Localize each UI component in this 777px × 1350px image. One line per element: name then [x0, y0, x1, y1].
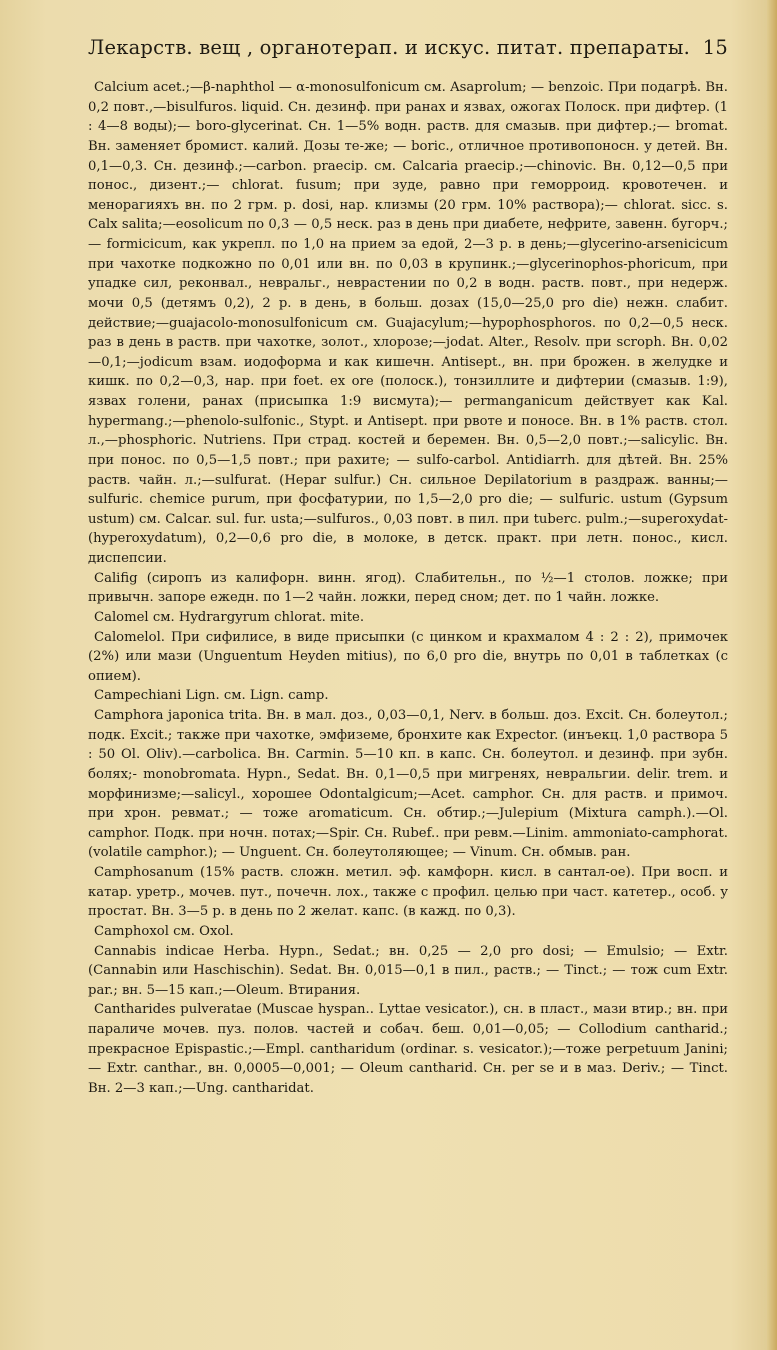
entry-calomelol: Calomelol. При сифилисе, в виде присыпки (с цинком и крахмалом 4 : 2 : 2), примочек (2%) или мази (Unguentum Heyden mitius), по 6,0 pro die, внутрь по 0,01 в таблетках (с опием). [88, 629, 728, 684]
entry-calcium: Calcium acet.;—β-naphthol — α-monosulfonicum см. Asaprolum; — benzoic. При подагрѣ. Вн. 0,2 повт.,—bisulfuros. liquid. Сн. дезинф. при ранах и язвах, ожогах Полоск. при дифтер. (1 : 4—8 воды);— boro-glycerinat. Сн. 1—5% водн. раств. для смазыв. при дифтер.;— bromat. Вн. заменяет бромист. калий. Дозы те-же; — boric., отличное противопоносн. у детей. Вн. 0,1—0,3. Сн. дезинф.;—carbon. praecip. см. Calcaria praecip.;—chinovic. Вн. 0,12—0,5 при понос., дизент.;— chlorat. fusum; при зуде, равно при геморроид. кровотечен. и менорагияхъ вн. по 2 грм. р. dosi, нар. клизмы (20 грм. 10% раствора);— chlorat. sicc. s. Calx salita;—eosolicum по 0,3 — 0,5 неск. раз в день при диабете, нефрите, завенн. бугорч.;— formicicum, как укрепл. по 1,0 на прием за едой, 2—3 р. в день;—glycerino-arsenicicum при чахотке подкожно по 0,01 или вн. по 0,03 в крупинк.;—glycerinophos-phoricum, при упадке сил, реконвал., невральг., неврастении по 0,2 в водн. раств. повт., при недерж. мочи 0,5 (детямъ 0,2), 2 р. в день, в больш. дозах (15,0—25,0 pro die) нежн. слабит. действие;—guajacolo-monosulfonicum см. Guajacylum;—hypophosphoros. по 0,2—0,5 неск. раз в день в раств. при чахотке, золот., хлорозе;—jodat. Alter., Resolv. при scroph. Вн. 0,02—0,1;—jodicum взам. иодоформа и как кишечн. Antisept., вн. при брожен. в желудке и кишк. по 0,2—0,3, нар. при foet. ex ore (полоск.), тонзиллите и дифтерии (смазыв. 1:9), язвах голени, ранах (присыпка 1:9 висмута);— permanganicum действует как Kal. hypermang.;—phenolo-sulfonic., Stypt. и Antisept. при рвоте и поносе. Вн. в 1% раств. стол. л.,—phosphoric. Nutriens. При страд. костей и беремен. Вн. 0,5—2,0 повт.;—salicylic. Вн. при понос. по 0,5—1,5 повт.; при рахите; — sulfo-carbol. Antidiarrh. для дѣтей. Вн. 25% раств. чайн. л.;—sulfurat. (Hepar sulfur.) Сн. сильное Depilatorium в раздраж. ванны;—sulfuric. chemice purum, при фосфатурии, по 1,5—2,0 pro die; — sulfuric. ustum (Gypsum ustum) см. Calcar. sul. fur. usta;—sulfuros., 0,03 повт. в пил. при tuberc. pulm.;—superoxydat-(hyperoxydatum), 0,2—0,6 pro die, в молоке, в детск. практ. при летн. понос., кисл. диспепсии. [88, 80, 728, 566]
page-edge [767, 0, 777, 1350]
page-number: 15 [702, 36, 728, 59]
entry-camphora: Camphora japonica trita. Вн. в мал. доз., 0,03—0,1, Nerv. в больш. доз. Excit. Сн. болеутол.; подк. Excit.; также при чахотке, эмфиземе, бронхите как Expector. (инъекц. 1,0 раствора 5 : 50 Ol. Oliv).—carbolica. Вн. Carmin. 5—10 кп. в капс. Сн. болеутол. и дезинф. при зубн. болях;- monobromata. Hypn., Sedat. Вн. 0,1—0,5 при мигренях, невральгии. delir. trem. и морфинизме;—salicyl., хорошее Odontalgicum;—Acet. camphor. Сн. для раств. и примоч. при хрон. ревмат.; — тоже aromaticum. Сн. обтир.;—Julepium (Mixtura camph.).—Ol. camphor. Подк. при ночн. потах;—Spir. Сн. Rubef.. при ревм.—Linim. ammoniato-camphorat. (volatile camphor.); — Unguent. Сн. болеутоляющее; — Vinum. Сн. обмыв. ран. [88, 708, 728, 861]
entry-cantharides: Cantharides pulveratae (Muscae hyspan.. Lyttae vesicator.), сн. в пласт., мази втир.; вн. при параличе мочев. пуз. полов. частей и собач. беш. 0,01—0,05; — Collodium cantharid.; прекрасное Epispastic.;—Empl. cantharidum (ordinar. s. vesicator.);—тоже perpetuum Janini; — Extr. canthar., вн. 0,0005—0,001; — Oleum cantharid. Сн. per se и в маз. Deriv.; — Tinct. Вн. 2—3 кап.;—Ung. cantharidat. [88, 1002, 728, 1096]
entry-califig: Califig (сиропъ из калифорн. винн. ягод). Слабительн., по ½—1 столов. ложке; при привычн. запоре ежедн. по 1—2 чайн. ложки, перед сном; дет. по 1 чайн. ложке. [88, 570, 728, 606]
entry-cannabis: Cannabis indicae Herba. Hypn., Sedat.; вн. 0,25 — 2,0 pro dosi; — Emulsio; — Extr. (Cannabin или Haschischin). Sedat. Вн. 0,015—0,1 в пил., раств.; — Tinct.; — тож cum Extr. par.; вн. 5—15 кап.;—Oleum. Втирания. [88, 943, 728, 998]
entry-campechiani: Campechiani Lign. см. Lign. camp. [94, 688, 329, 704]
entry-calomel: Calomel см. Hydrargyrum chlorat. mite. [94, 609, 365, 625]
page-body [88, 78, 728, 1099]
entry-camphosanum: Camphosanum (15% раств. сложн. метил. эф. камфорн. кисл. в сантал-ое). При восп. и катар. уретр., мочев. пут., почечн. лох., также с профил. целью при част. катетер., особ. у простат. Вн. 3—5 р. в день по 2 желат. капс. (в кажд. по 0,3). [88, 865, 728, 920]
entry-camphoxol: Camphoxol см. Oxol. [94, 923, 234, 939]
header-title: Лекарств. вещ , органотерап. и искус. питат. препараты. [88, 36, 691, 59]
running-header [88, 36, 728, 59]
